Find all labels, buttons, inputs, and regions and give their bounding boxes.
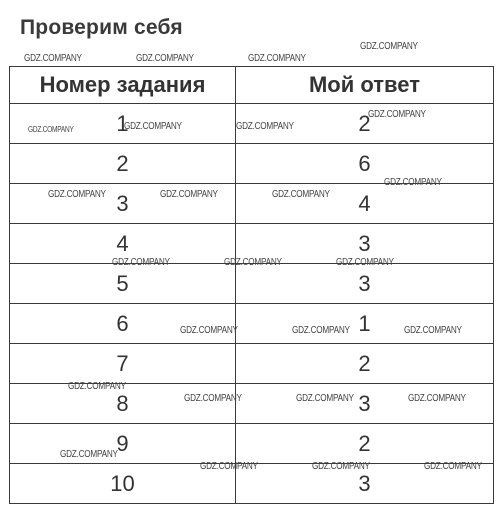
table-row [10,184,494,224]
watermark: GDZ.COMPANY [180,325,238,336]
watermark: GDZ.COMPANY [336,257,394,268]
watermark: GDZ.COMPANY [184,393,242,404]
watermark: GDZ.COMPANY [236,121,294,132]
watermark: GDZ.COMPANY [24,53,82,64]
table-row [10,304,494,344]
table-row [10,464,494,504]
answer-cell: 2 [236,424,494,464]
watermark: GDZ.COMPANY [296,393,354,404]
table-row [10,264,494,304]
task-number-cell: 2 [10,144,236,184]
watermark: GDZ.COMPANY [136,53,194,64]
watermark: GDZ.COMPANY [200,461,258,472]
watermark: GDZ.COMPANY [248,53,306,64]
table-row [10,424,494,464]
watermark: GDZ.COMPANY [28,125,74,134]
watermark: GDZ.COMPANY [360,41,418,52]
answer-cell: 2 [236,344,494,384]
table-row [10,384,494,424]
task-number-cell: 4 [10,224,236,264]
watermark: GDZ.COMPANY [160,189,218,200]
watermark: GDZ.COMPANY [408,393,466,404]
answer-cell: 4 [236,184,494,224]
watermark: GDZ.COMPANY [404,325,462,336]
watermark: GDZ.COMPANY [68,381,126,392]
answer-cell: 3 [236,464,494,504]
task-number-cell: 5 [10,264,236,304]
task-number-cell: 9 [10,424,236,464]
watermark: GDZ.COMPANY [384,177,442,188]
watermark: GDZ.COMPANY [124,121,182,132]
answer-cell: 2 [236,104,494,144]
watermark: GDZ.COMPANY [292,325,350,336]
task-number-cell: 1 [10,104,236,144]
answers-table [9,66,494,504]
task-number-cell: 6 [10,304,236,344]
watermark: GDZ.COMPANY [112,257,170,268]
task-number-cell: 3 [10,184,236,224]
watermark: GDZ.COMPANY [272,189,330,200]
table-row [10,344,494,384]
answer-cell: 3 [236,224,494,264]
table-row [10,104,494,144]
table-header-row [10,67,494,104]
page-title: Проверим себя [20,16,183,39]
table-row [10,144,494,184]
task-number-cell: 10 [10,464,236,504]
watermark: GDZ.COMPANY [224,257,282,268]
watermark: GDZ.COMPANY [48,189,106,200]
task-number-cell: 7 [10,344,236,384]
answer-cell: 6 [236,144,494,184]
watermark: GDZ.COMPANY [424,461,482,472]
watermark: GDZ.COMPANY [312,461,370,472]
header-task-number: Номер задания [10,67,236,104]
answer-cell: 1 [236,304,494,344]
answer-cell: 3 [236,384,494,424]
task-number-cell: 8 [10,384,236,424]
watermark: GDZ.COMPANY [368,109,426,120]
watermark: GDZ.COMPANY [60,449,118,460]
header-my-answer: Мой ответ [236,67,494,104]
table-row [10,224,494,264]
answer-cell: 3 [236,264,494,304]
